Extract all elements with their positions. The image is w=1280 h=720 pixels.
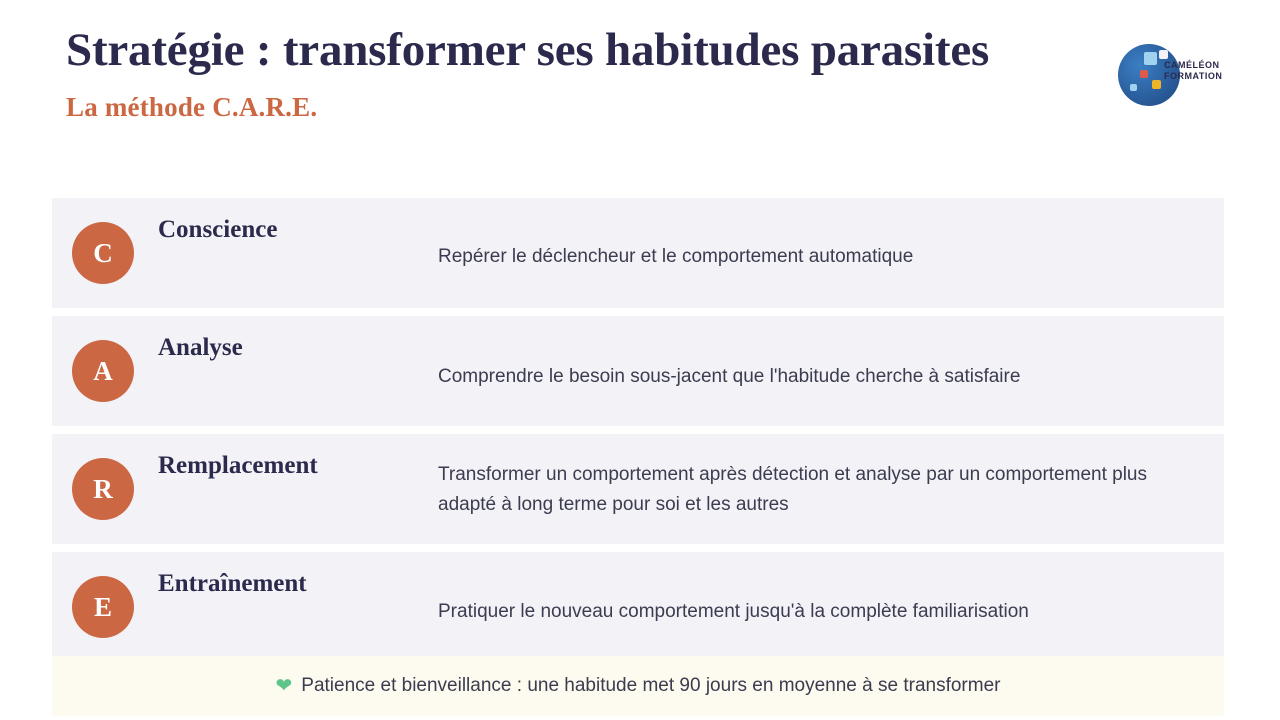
list-item (52, 316, 1224, 426)
list-item (52, 434, 1224, 544)
care-steps-list (52, 198, 1224, 670)
step-label-entrainement: Entraînement (158, 570, 307, 597)
logo-square-2 (1159, 50, 1168, 59)
logo-text-line1: CAMÉLÉON (1164, 60, 1220, 70)
step-label-analyse: Analyse (158, 334, 243, 361)
step-badge-c: C (72, 222, 134, 284)
green-heart-icon: ❤ (275, 675, 293, 697)
step-description-remplacement: Transformer un comportement après détection et analyse par un comportement plus adapté à long terme pour soi et les autres (438, 464, 1147, 515)
page-subtitle: La méthode C.A.R.E. (66, 92, 318, 123)
footer-note-text: Patience et bienveillance : une habitude met 90 jours en moyenne à se transformer (301, 675, 1001, 696)
step-badge-r: R (72, 458, 134, 520)
logo-text-line2: FORMATION (1164, 71, 1223, 81)
footer-note (52, 656, 1224, 716)
step-badge-e: E (72, 576, 134, 638)
step-description-conscience: Repérer le déclencheur et le comportement automatique (438, 246, 914, 267)
logo-text (1164, 60, 1222, 82)
step-badge-a: A (72, 340, 134, 402)
logo-square-4 (1152, 80, 1161, 89)
step-label-remplacement: Remplacement (158, 452, 318, 479)
logo-square-3 (1140, 70, 1148, 78)
list-item (52, 198, 1224, 308)
logo-square-5 (1130, 84, 1137, 91)
slide-header (66, 22, 1066, 123)
logo (1118, 40, 1222, 112)
step-description-entrainement: Pratiquer le nouveau comportement jusqu'à la complète familiarisation (438, 601, 1029, 622)
page-title: Stratégie : transformer ses habitudes parasites (66, 24, 990, 76)
list-item (52, 552, 1224, 662)
logo-square-1 (1144, 52, 1157, 65)
step-label-conscience: Conscience (158, 216, 278, 243)
step-description-analyse: Comprendre le besoin sous-jacent que l'habitude cherche à satisfaire (438, 366, 1021, 387)
